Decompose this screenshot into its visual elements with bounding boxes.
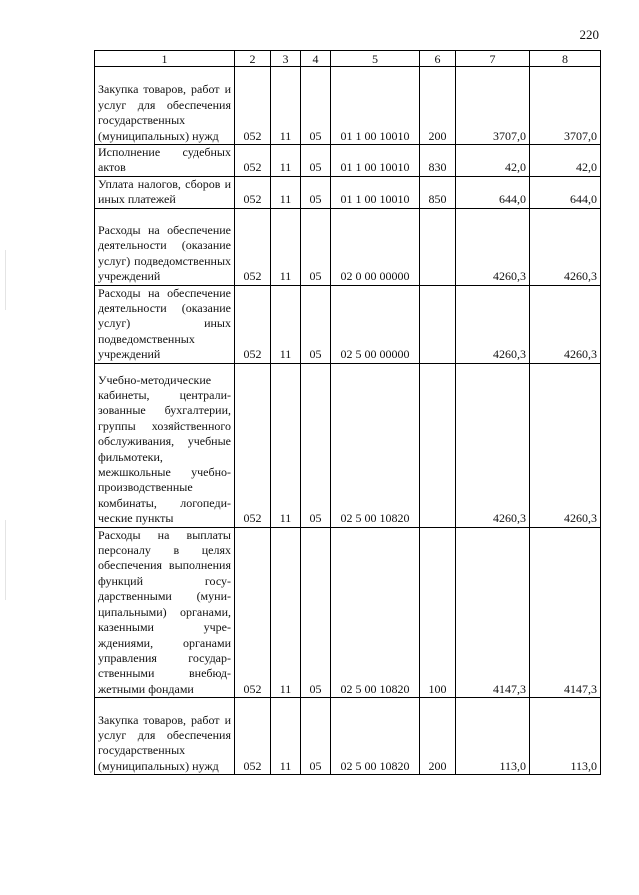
amount-col-7: 4260,3 (456, 285, 530, 363)
ministry-code: 052 (235, 527, 271, 697)
ministry-code: 052 (235, 176, 271, 208)
expense-type-code (420, 208, 456, 285)
page-number: 220 (579, 27, 599, 42)
expense-name: Учебно-методические кабинеты, централизованные бухгалтерии, группы хозяйственного обслуживания, учебные фильмотеки, межшкольные учебно-производственные комбинаты, логопедические пункты (95, 363, 235, 527)
amount-col-7: 4147,3 (456, 527, 530, 697)
table-body (95, 67, 601, 775)
target-article-code: 01 1 00 10010 (331, 176, 420, 208)
amount-col-8: 4260,3 (530, 363, 601, 527)
section-code: 11 (271, 67, 301, 145)
amount-col-7: 644,0 (456, 176, 530, 208)
expense-name: Исполнение судебных актов (95, 145, 235, 177)
table-row (95, 208, 601, 285)
expense-name: Расходы на обеспечение деятельности (оказание услуг) подведомственных учреждений (95, 208, 235, 285)
scan-edge-mark (5, 250, 6, 310)
ministry-code: 052 (235, 145, 271, 177)
ministry-code: 052 (235, 698, 271, 775)
scan-edge-mark (5, 520, 6, 600)
expense-type-code (420, 285, 456, 363)
table-row (95, 363, 601, 527)
table-row (95, 698, 601, 775)
subsection-code: 05 (301, 527, 331, 697)
subsection-code: 05 (301, 363, 331, 527)
section-code: 11 (271, 176, 301, 208)
target-article-code: 02 5 00 10820 (331, 698, 420, 775)
expense-name: Закупка товаров, работ и услуг для обеспечения государственных (муниципальных) нужд (95, 67, 235, 145)
amount-col-8: 4260,3 (530, 285, 601, 363)
table-row (95, 527, 601, 697)
subsection-code: 05 (301, 67, 331, 145)
ministry-code: 052 (235, 67, 271, 145)
section-code: 11 (271, 145, 301, 177)
table-row (95, 285, 601, 363)
amount-col-8: 644,0 (530, 176, 601, 208)
target-article-code: 01 1 00 10010 (331, 67, 420, 145)
header-col-2: 2 (235, 51, 271, 67)
section-code: 11 (271, 208, 301, 285)
amount-col-7: 113,0 (456, 698, 530, 775)
amount-col-8: 42,0 (530, 145, 601, 177)
expense-name: Закупка товаров, работ и услуг для обеспечения государственных (муниципальных) нужд (95, 698, 235, 775)
budget-table (94, 50, 601, 775)
section-code: 11 (271, 698, 301, 775)
header-col-7: 7 (456, 51, 530, 67)
header-col-4: 4 (301, 51, 331, 67)
target-article-code: 02 5 00 10820 (331, 363, 420, 527)
subsection-code: 05 (301, 176, 331, 208)
section-code: 11 (271, 527, 301, 697)
subsection-code: 05 (301, 208, 331, 285)
ministry-code: 052 (235, 285, 271, 363)
ministry-code: 052 (235, 363, 271, 527)
header-col-5: 5 (331, 51, 420, 67)
expense-type-code: 200 (420, 698, 456, 775)
subsection-code: 05 (301, 698, 331, 775)
section-code: 11 (271, 363, 301, 527)
amount-col-7: 4260,3 (456, 208, 530, 285)
expense-name: Расходы на выплаты персоналу в целях обеспечения выполнения функций государственными (муниципальными) органами, казенными учреждениями, органами управления государственными внебюджетными фондами (95, 527, 235, 697)
table-row (95, 145, 601, 177)
header-col-8: 8 (530, 51, 601, 67)
header-col-1: 1 (95, 51, 235, 67)
amount-col-8: 4260,3 (530, 208, 601, 285)
target-article-code: 01 1 00 10010 (331, 145, 420, 177)
amount-col-8: 4147,3 (530, 527, 601, 697)
table-row (95, 176, 601, 208)
expense-type-code: 200 (420, 67, 456, 145)
amount-col-7: 4260,3 (456, 363, 530, 527)
target-article-code: 02 0 00 00000 (331, 208, 420, 285)
target-article-code: 02 5 00 00000 (331, 285, 420, 363)
expense-type-code: 100 (420, 527, 456, 697)
table-row (95, 67, 601, 145)
subsection-code: 05 (301, 285, 331, 363)
expense-name: Расходы на обеспечение деятельности (оказание услуг) иных подведомственных учреждений (95, 285, 235, 363)
amount-col-7: 3707,0 (456, 67, 530, 145)
ministry-code: 052 (235, 208, 271, 285)
amount-col-8: 3707,0 (530, 67, 601, 145)
amount-col-8: 113,0 (530, 698, 601, 775)
target-article-code: 02 5 00 10820 (331, 527, 420, 697)
subsection-code: 05 (301, 145, 331, 177)
header-row (95, 51, 601, 67)
header-col-3: 3 (271, 51, 301, 67)
expense-name: Уплата налогов, сборов и иных платежей (95, 176, 235, 208)
table-header (95, 51, 601, 67)
expense-type-code (420, 363, 456, 527)
amount-col-7: 42,0 (456, 145, 530, 177)
header-col-6: 6 (420, 51, 456, 67)
expense-type-code: 850 (420, 176, 456, 208)
expense-type-code: 830 (420, 145, 456, 177)
section-code: 11 (271, 285, 301, 363)
